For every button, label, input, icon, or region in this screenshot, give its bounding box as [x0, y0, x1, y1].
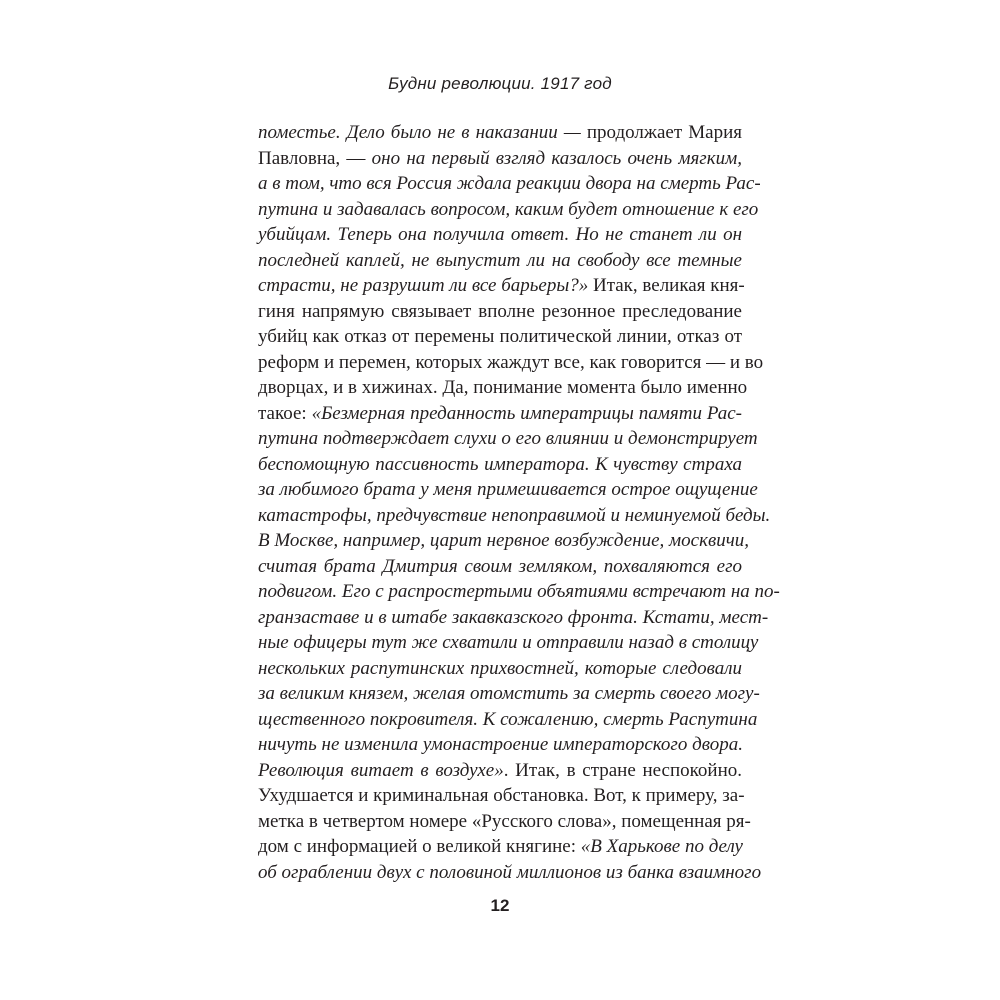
- italic-text: а в том, что вся Россия ждала реакции двора на смерть Рас-: [258, 173, 761, 194]
- regular-text: . Итак, в стране неспокойно.: [503, 759, 743, 781]
- italic-text: поместье. Дело было не в наказании —: [258, 122, 587, 143]
- text-line: [258, 528, 750, 554]
- text-line: [258, 350, 764, 376]
- text-line: [258, 477, 758, 503]
- text-line: [258, 146, 742, 172]
- text-line: [258, 171, 761, 197]
- italic-text: ничуть не изменила умонастроение императорского двора.: [258, 734, 743, 755]
- text-line: [258, 375, 748, 401]
- text-line: [258, 503, 771, 529]
- italic-text: оно на первый взгляд казалось очень мягким,: [371, 147, 742, 169]
- italic-text: «В Харькове по делу: [580, 836, 743, 857]
- text-line: [258, 248, 742, 274]
- text-line: [258, 732, 742, 758]
- regular-text: такое:: [258, 402, 312, 424]
- regular-text: гиня напрямую связывает вполне резонное преследование: [258, 300, 742, 322]
- regular-text: продолжает Мария: [586, 122, 742, 143]
- text-line: [258, 120, 742, 146]
- text-line: [258, 681, 760, 707]
- text-line: [258, 401, 742, 427]
- text-line: [258, 324, 742, 350]
- text-line: [258, 579, 780, 605]
- text-line: [258, 783, 745, 809]
- italic-text: подвигом. Его с распростертыми объятиями встречают на по-: [258, 581, 780, 602]
- italic-text: за великим князем, желая отомстить за смерть своего могу-: [258, 683, 760, 704]
- italic-text: убийцам. Теперь она получила ответ. Но не станет ли он: [258, 224, 742, 245]
- running-head: Будни революции. 1917 год: [388, 74, 612, 93]
- text-line: [258, 834, 742, 860]
- text-line: [258, 758, 742, 784]
- regular-text: метка в четвертом номере «Русского слова», помещенная ря-: [258, 810, 751, 832]
- regular-text: дворцах, и в хижинах. Да, понимание момента было именно: [258, 377, 748, 398]
- italic-text: Революция витает в воздухе»: [258, 759, 504, 781]
- regular-text: Ухудшается и криминальная обстановка. Вот, к примеру, за-: [258, 785, 745, 806]
- italic-text: за любимого брата у меня примешивается острое ощущение: [258, 479, 758, 500]
- italic-text: гранзаставе и в штабе закавказского фронта. Кстати, мест-: [258, 606, 769, 628]
- text-line: [258, 860, 762, 886]
- italic-text: беспомощную пассивность императора. К чувству страха: [258, 453, 742, 475]
- regular-text: дом с информацией о великой княгине:: [258, 836, 581, 857]
- italic-text: «Безмерная преданность императрицы памяти Рас-: [311, 402, 742, 424]
- text-line: [258, 554, 742, 580]
- italic-text: последней каплей, не выпустит ли на свободу все темные: [258, 249, 742, 271]
- regular-text: убийц как отказ от перемены политической линии, отказ от: [258, 326, 742, 347]
- text-line: [258, 707, 758, 733]
- italic-text: В Москве, например, царит нервное возбуждение, москвичи,: [258, 530, 750, 551]
- italic-text: катастрофы, предчувствие непоправимой и неминуемой беды.: [258, 504, 771, 526]
- text-line: [258, 426, 758, 452]
- italic-text: путина подтверждает слухи о его влиянии и демонстрирует: [258, 428, 758, 449]
- text-line: [258, 222, 742, 248]
- text-line: [258, 605, 769, 631]
- regular-text: Павловна, —: [258, 147, 372, 169]
- italic-text: ные офицеры тут же схватили и отправили назад в столицу: [258, 632, 759, 653]
- text-line: [258, 452, 742, 478]
- regular-text: Итак, великая кня-: [588, 275, 745, 296]
- regular-text: реформ и перемен, которых жаждут все, как говорится — и во: [258, 351, 764, 373]
- text-line: [258, 299, 742, 325]
- italic-text: считая брата Дмитрия своим земляком, похваляются его: [258, 555, 742, 577]
- text-line: [258, 809, 751, 835]
- body-text: [258, 120, 780, 885]
- italic-text: щественного покровителя. К сожалению, смерть Распутина: [258, 708, 758, 730]
- italic-text: путина и задавалась вопросом, каким будет отношение к его: [258, 198, 759, 220]
- text-line: [258, 656, 742, 682]
- italic-text: об ограблении двух с половиной миллионов из банка взаимного: [258, 861, 762, 883]
- text-line: [258, 197, 759, 223]
- text-line: [258, 630, 759, 656]
- italic-text: страсти, не разрушит ли все барьеры?»: [258, 275, 589, 296]
- italic-text: нескольких распутинских прихвостней, которые следовали: [258, 657, 742, 679]
- text-line: [258, 273, 745, 299]
- page-number: 12: [490, 896, 510, 915]
